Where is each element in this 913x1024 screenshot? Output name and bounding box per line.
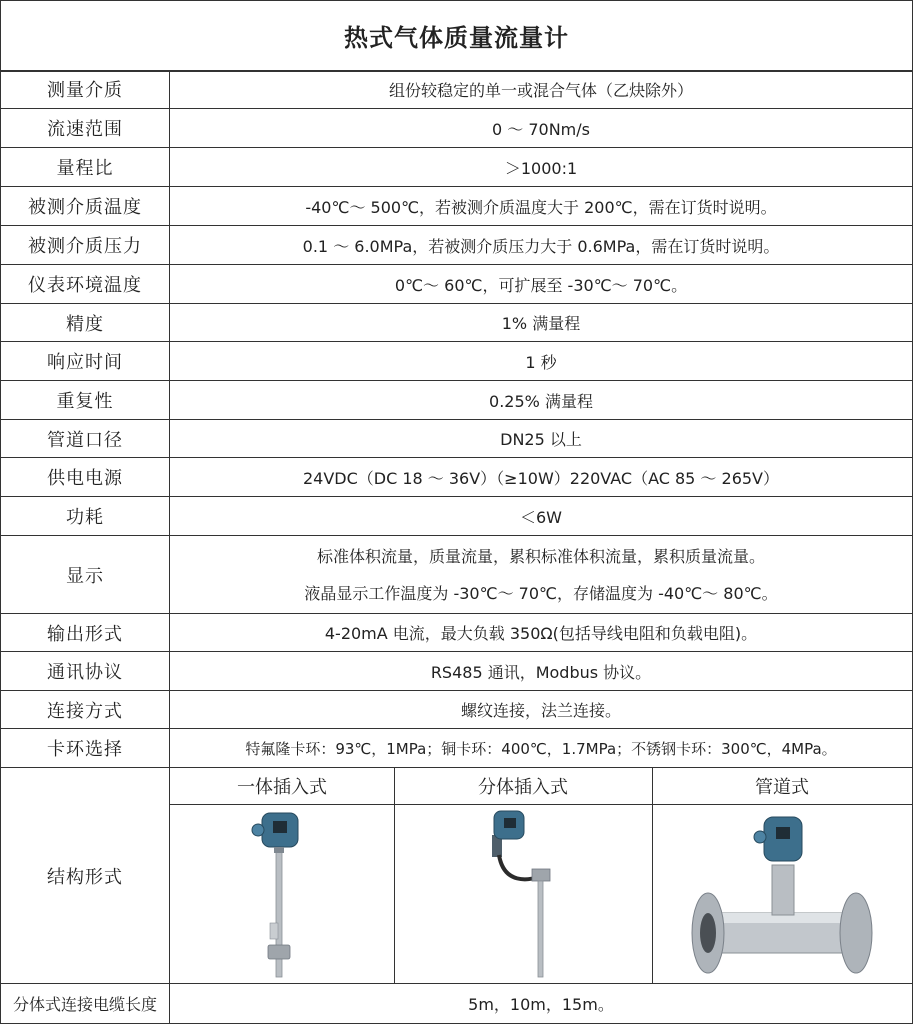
row-value: ＞1000:1 — [504, 158, 578, 178]
table-row — [1, 652, 912, 691]
pipeline-meter-image — [652, 805, 912, 983]
structure-cell-pipeline — [652, 768, 912, 983]
row-value: RS485 通讯，Modbus 协议。 — [430, 662, 652, 682]
row-label: 功耗 — [1, 497, 170, 535]
row-label: 连接方式 — [1, 691, 170, 728]
table-row — [1, 614, 912, 652]
row-label: 仪表环境温度 — [1, 265, 170, 303]
row-value: 0℃～ 60℃，可扩展至 -30℃～ 70℃。 — [394, 275, 688, 295]
row-value: ＜6W — [519, 507, 562, 527]
table-row — [1, 304, 912, 342]
row-label: 被测介质温度 — [1, 187, 170, 225]
table-row-display — [1, 536, 912, 614]
row-value: -40℃～ 500℃，若被测介质温度大于 200℃，需在订货时说明。 — [305, 197, 777, 217]
table-row — [1, 497, 912, 536]
table-row — [1, 109, 912, 148]
row-label: 分体式连接电缆长度 — [1, 984, 170, 1023]
row-label: 供电电源 — [1, 458, 170, 496]
integral-insertion-meter-image — [170, 805, 394, 983]
row-value — [170, 536, 912, 613]
display-line-2: 液晶显示工作温度为 -30℃～ 70℃，存储温度为 -40℃～ 80℃。 — [304, 583, 778, 603]
row-value: 4-20mA 电流，最大负载 350Ω(包括导线电阻和负载电阻)。 — [324, 624, 758, 643]
structure-type-label: 分体插入式 — [394, 768, 652, 805]
structure-cells — [170, 768, 912, 983]
row-label: 响应时间 — [1, 342, 170, 380]
table-row — [1, 691, 912, 729]
table-row — [1, 381, 912, 420]
table-row — [1, 226, 912, 265]
row-value: 0.25% 满量程 — [489, 391, 593, 411]
row-value: 0 ～ 70Nm/s — [492, 119, 590, 139]
structure-type-label: 一体插入式 — [170, 768, 394, 805]
structure-cell-split — [394, 768, 653, 983]
display-line-1: 标准体积流量，质量流量，累积标准体积流量，累积质量流量。 — [316, 546, 765, 566]
row-value: 1 秒 — [525, 352, 557, 372]
table-row — [1, 729, 912, 768]
structure-cell-integral — [170, 768, 395, 983]
row-label: 流速范围 — [1, 109, 170, 147]
row-value: 特氟隆卡环：93℃，1MPa；铜卡环：400℃，1.7MPa；不锈钢卡环：300℃，4MPa。 — [245, 739, 837, 758]
row-label: 输出形式 — [1, 614, 170, 651]
row-value: 24VDC（DC 18 ～ 36V）（≥10W）220VAC（AC 85 ～ 265V） — [302, 468, 780, 488]
row-label: 管道口径 — [1, 420, 170, 457]
row-label: 卡环选择 — [1, 729, 170, 767]
table-row — [1, 265, 912, 304]
table-row — [1, 984, 912, 1023]
table-row-structure — [1, 768, 912, 984]
table-row — [1, 342, 912, 381]
table-row — [1, 187, 912, 226]
row-label: 量程比 — [1, 148, 170, 186]
row-label: 精度 — [1, 304, 170, 341]
table-row — [1, 420, 912, 458]
structure-type-label: 管道式 — [652, 768, 912, 805]
table-row — [1, 148, 912, 187]
row-value: 5m，10m，15m。 — [468, 995, 614, 1014]
row-value: 螺纹连接，法兰连接。 — [460, 701, 621, 720]
table-row — [1, 458, 912, 497]
row-label: 通讯协议 — [1, 652, 170, 690]
row-label: 测量介质 — [1, 70, 170, 108]
row-value: DN25 以上 — [500, 430, 582, 449]
row-value: 组份较稳定的单一或混合气体（乙炔除外） — [388, 80, 693, 100]
table-title: 热式气体质量流量计 — [1, 1, 912, 72]
row-value: 0.1 ～ 6.0MPa，若被测介质压力大于 0.6MPa，需在订货时说明。 — [302, 236, 780, 256]
row-value: 1% 满量程 — [501, 314, 581, 333]
row-label: 被测介质压力 — [1, 226, 170, 264]
row-label: 重复性 — [1, 381, 170, 419]
row-label: 显示 — [1, 536, 170, 613]
row-label: 结构形式 — [1, 768, 170, 983]
table-row — [1, 70, 912, 109]
split-insertion-meter-image — [394, 805, 652, 983]
